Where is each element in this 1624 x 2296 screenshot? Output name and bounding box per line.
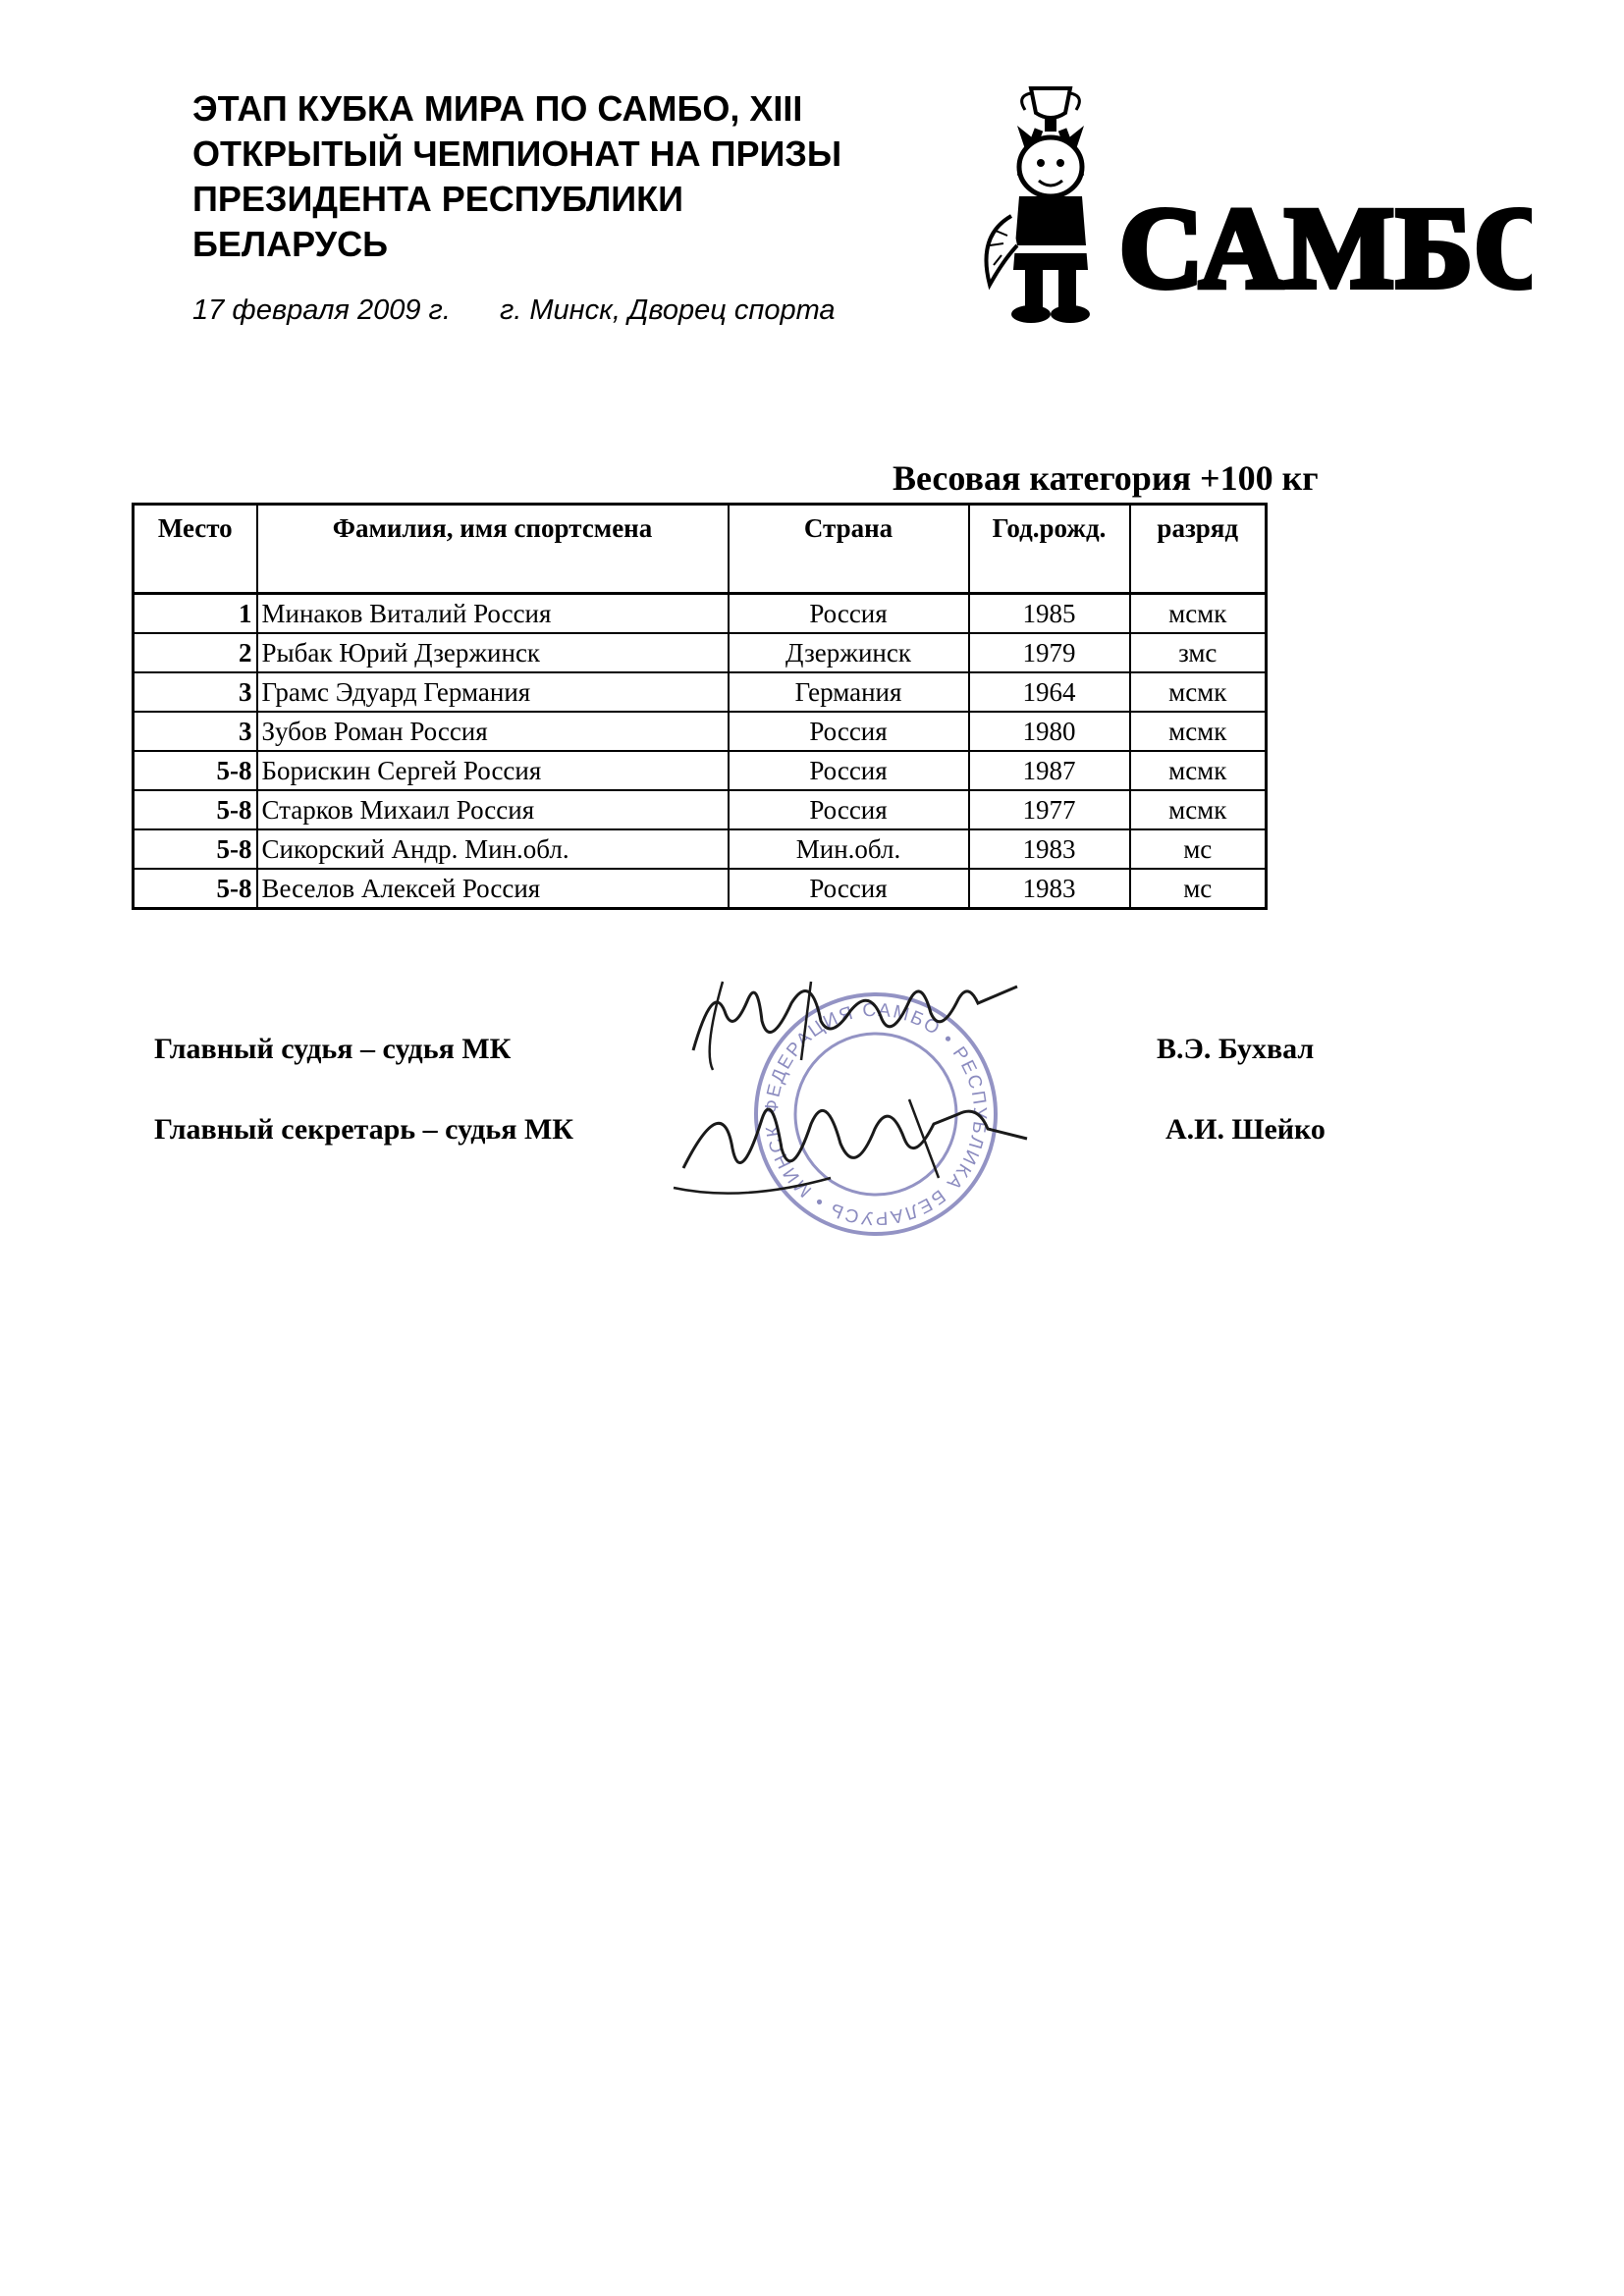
chief-judge-role: Главный судья – судья МК: [154, 1033, 512, 1065]
table-row: [134, 633, 1267, 672]
event-date: 17 февраля 2009 г.: [192, 294, 451, 326]
cell-rank: змс: [1130, 633, 1267, 672]
cell-name: Борискин Сергей Россия: [257, 751, 729, 790]
cell-year: 1964: [969, 672, 1130, 712]
sambo-logo: [982, 69, 1532, 334]
official-stamp: [664, 942, 1076, 1256]
table-header-row: [134, 505, 1267, 594]
chief-secretary-role: Главный секретарь – судья МК: [154, 1113, 574, 1146]
table-row: [134, 594, 1267, 634]
cell-name: Грамс Эдуард Германия: [257, 672, 729, 712]
cell-rank: мс: [1130, 829, 1267, 869]
cell-place: 1: [134, 594, 257, 634]
stamp-seal-icon: [664, 942, 1076, 1256]
header-place: Место: [134, 505, 257, 594]
cell-rank: мсмк: [1130, 712, 1267, 751]
table-row: [134, 751, 1267, 790]
event-location: г. Минск, Дворец спорта: [499, 294, 836, 326]
cell-country: Россия: [729, 790, 969, 829]
cell-country: Россия: [729, 594, 969, 634]
header-rank: разряд: [1130, 505, 1267, 594]
cell-rank: мсмк: [1130, 790, 1267, 829]
cell-year: 1983: [969, 869, 1130, 909]
table-row: [134, 829, 1267, 869]
cell-country: Дзержинск: [729, 633, 969, 672]
stamp-text: ФЕДЕРАЦИЯ САМБО • РЕСПУБЛИКА БЕЛАРУСЬ • МИНСК: [761, 999, 991, 1229]
table-row: [134, 869, 1267, 909]
cell-name: Старков Михаил Россия: [257, 790, 729, 829]
cell-name: Зубов Роман Россия: [257, 712, 729, 751]
event-title-line: ОТКРЫТЫЙ ЧЕМПИОНАТ НА ПРИЗЫ: [192, 133, 842, 174]
event-title: [192, 86, 958, 267]
cell-place: 5-8: [134, 751, 257, 790]
cell-name: Минаков Виталий Россия: [257, 594, 729, 634]
header-country: Страна: [729, 505, 969, 594]
cell-year: 1980: [969, 712, 1130, 751]
chief-judge-name: В.Э. Бухвал: [1157, 1033, 1315, 1065]
cell-place: 3: [134, 712, 257, 751]
cell-rank: мсмк: [1130, 672, 1267, 712]
cell-place: 5-8: [134, 829, 257, 869]
cell-rank: мсмк: [1130, 594, 1267, 634]
sambo-logo-text: САМБО: [1119, 184, 1532, 312]
cell-year: 1987: [969, 751, 1130, 790]
cell-rank: мсмк: [1130, 751, 1267, 790]
cell-country: Германия: [729, 672, 969, 712]
chief-secretary-name: А.И. Шейко: [1165, 1113, 1326, 1146]
event-date-location: [192, 294, 836, 327]
weight-category: Весовая категория +100 кг: [893, 458, 1319, 498]
cell-country: Мин.обл.: [729, 829, 969, 869]
cell-name: Веселов Алексей Россия: [257, 869, 729, 909]
cell-country: Россия: [729, 869, 969, 909]
event-title-line: ПРЕЗИДЕНТА РЕСПУБЛИКИ: [192, 179, 683, 219]
cell-place: 2: [134, 633, 257, 672]
header-name: Фамилия, имя спортсмена: [257, 505, 729, 594]
cell-year: 1983: [969, 829, 1130, 869]
event-title-line: ЭТАП КУБКА МИРА ПО САМБО, XIII: [192, 88, 803, 129]
cell-place: 5-8: [134, 790, 257, 829]
cell-place: 5-8: [134, 869, 257, 909]
event-title-line: БЕЛАРУСЬ: [192, 224, 388, 264]
cell-name: Сикорский Андр. Мин.обл.: [257, 829, 729, 869]
header-year: Год.рожд.: [969, 505, 1130, 594]
cell-year: 1977: [969, 790, 1130, 829]
cell-name: Рыбак Юрий Дзержинск: [257, 633, 729, 672]
table-row: [134, 712, 1267, 751]
cell-year: 1985: [969, 594, 1130, 634]
cell-rank: мс: [1130, 869, 1267, 909]
cell-country: Россия: [729, 751, 969, 790]
table-row: [134, 790, 1267, 829]
sambo-mascot-icon: [982, 69, 1532, 334]
results-table: [132, 503, 1268, 910]
cell-place: 3: [134, 672, 257, 712]
cell-country: Россия: [729, 712, 969, 751]
table-row: [134, 672, 1267, 712]
cell-year: 1979: [969, 633, 1130, 672]
